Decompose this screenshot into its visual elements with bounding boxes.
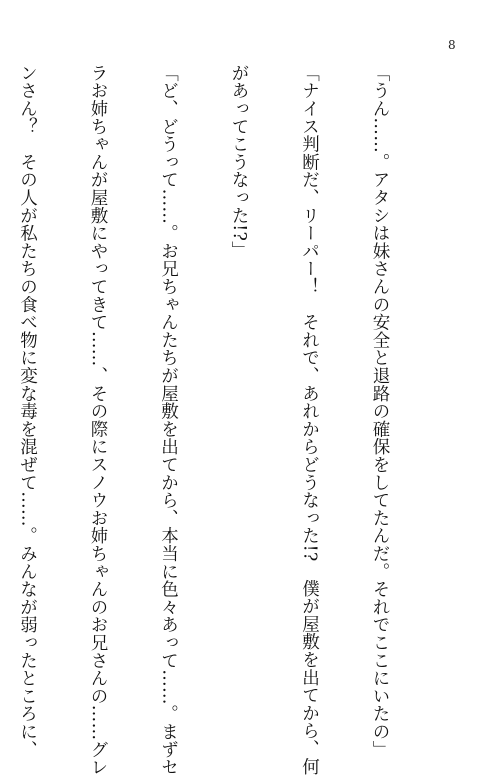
page-number: 8 [448, 38, 456, 52]
text-line: 「うん……。アタシは妹さんの安全と退路の確保をしてたんだ。それでここにいたの」 [370, 64, 390, 759]
text-line: 「ど、どうって……。お兄ちゃんたちが屋敷を出てから、本当に色々あって……。まずセ [158, 64, 179, 776]
text-line: ラお姉ちゃんが屋敷にやってきて……、その際にスノウお姉ちゃんのお兄さんの……グレ [88, 64, 108, 776]
text-line: があってこうなった!?」 [229, 64, 249, 260]
text-line: ンさん？ その人が私たちの食べ物に変な毒を混ぜて……。みんなが弱ったところに、 [17, 64, 38, 759]
body-text [0, 64, 438, 776]
text-line: 「ナイス判断だ、リーパー！ それで、あれからどうなった!? 僕が屋敷を出てから、何 [299, 64, 320, 776]
